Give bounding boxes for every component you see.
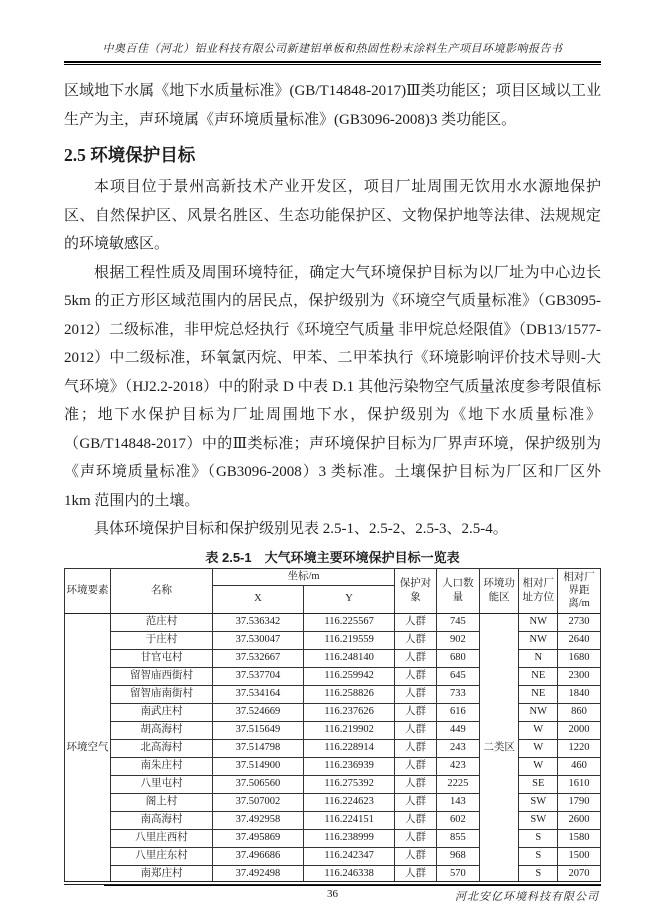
- coord-y-cell: 116.236939: [304, 757, 395, 775]
- env-element-cell: 环境空气: [65, 613, 111, 883]
- distance-cell: 2070: [558, 865, 601, 883]
- village-name-cell: 八里屯村: [111, 775, 213, 793]
- header-coord-y: Y: [304, 585, 395, 613]
- direction-cell: S: [519, 865, 558, 883]
- distance-cell: 1680: [558, 649, 601, 667]
- village-name-cell: 南郑庄村: [111, 865, 213, 883]
- coord-y-cell: 116.237626: [304, 703, 395, 721]
- coord-y-cell: 116.224151: [304, 811, 395, 829]
- header-direction: 相对厂址方位: [519, 568, 558, 613]
- direction-cell: N: [519, 649, 558, 667]
- table-row: [65, 685, 601, 703]
- air-table-body: [65, 613, 601, 883]
- page-footer: [64, 885, 601, 906]
- distance-cell: 2000: [558, 721, 601, 739]
- env-zone-cell: 二类区: [479, 613, 519, 883]
- direction-cell: W: [519, 739, 558, 757]
- village-name-cell: 胡高海村: [111, 721, 213, 739]
- report-header-title: 中奥百佳（河北）铝业科技有限公司新建铝单板和热固性粉末涂料生产项目环境影响报告书: [102, 43, 563, 55]
- protect-object-cell: 人群: [395, 739, 437, 757]
- protect-object-cell: 人群: [395, 649, 437, 667]
- protect-object-cell: 人群: [395, 811, 437, 829]
- distance-cell: 460: [558, 757, 601, 775]
- coord-y-cell: 116.246338: [304, 865, 395, 883]
- protect-object-cell: 人群: [395, 667, 437, 685]
- direction-cell: S: [519, 847, 558, 865]
- distance-cell: 2730: [558, 613, 601, 631]
- population-cell: 423: [436, 757, 479, 775]
- table-row: [65, 613, 601, 631]
- header-distance: 相对厂界距离/m: [558, 568, 601, 613]
- paragraph-table-reference: 具体环境保护目标和保护级别见表 2.5-1、2.5-2、2.5-3、2.5-4。: [94, 521, 508, 537]
- village-name-cell: 范庄村: [111, 613, 213, 631]
- distance-cell: 1840: [558, 685, 601, 703]
- header-population: 人口数量: [436, 568, 479, 613]
- protect-object-cell: 人群: [395, 847, 437, 865]
- coord-x-cell: 37.534164: [212, 685, 303, 703]
- coord-x-cell: 37.532667: [212, 649, 303, 667]
- population-cell: 680: [436, 649, 479, 667]
- protect-object-cell: 人群: [395, 685, 437, 703]
- population-cell: 645: [436, 667, 479, 685]
- distance-cell: 1580: [558, 829, 601, 847]
- village-name-cell: 留智庙南街村: [111, 685, 213, 703]
- paragraph-project-location: 本项目位于景州高新技术产业开发区，项目厂址周围无饮用水水源地保护区、自然保护区、风景名胜区、生态功能保护区、文物保护地等法律、法规规定的环境敏感区。: [64, 179, 601, 252]
- distance-cell: 2300: [558, 667, 601, 685]
- coord-y-cell: 116.219902: [304, 721, 395, 739]
- distance-cell: 860: [558, 703, 601, 721]
- section-heading-2-5: 2.5 环境保护目标: [64, 145, 196, 165]
- population-cell: 2225: [436, 775, 479, 793]
- table-row: [65, 811, 601, 829]
- coord-y-cell: 116.248140: [304, 649, 395, 667]
- table-row: [65, 865, 601, 883]
- village-name-cell: 于庄村: [111, 631, 213, 649]
- population-cell: 616: [436, 703, 479, 721]
- coord-x-cell: 37.530047: [212, 631, 303, 649]
- table-row: [65, 739, 601, 757]
- coord-y-cell: 116.228914: [304, 739, 395, 757]
- protect-object-cell: 人群: [395, 721, 437, 739]
- table-caption: 表 2.5-1 大气环境主要环境保护目标一览表: [205, 549, 460, 565]
- village-name-cell: 南武庄村: [111, 703, 213, 721]
- direction-cell: NW: [519, 703, 558, 721]
- direction-cell: W: [519, 721, 558, 739]
- header-coords: 坐标/m: [212, 568, 394, 585]
- table-row: [65, 757, 601, 775]
- direction-cell: NW: [519, 631, 558, 649]
- air-protection-targets-table: [64, 568, 601, 886]
- direction-cell: NE: [519, 667, 558, 685]
- protect-object-cell: 人群: [395, 757, 437, 775]
- distance-cell: 2640: [558, 631, 601, 649]
- coord-y-cell: 116.258826: [304, 685, 395, 703]
- coord-y-cell: 116.219559: [304, 631, 395, 649]
- header-env-zone: 环境功能区: [479, 568, 519, 613]
- coord-x-cell: 37.514900: [212, 757, 303, 775]
- header-env-element: 环境要素: [65, 568, 111, 613]
- coord-x-cell: 37.537704: [212, 667, 303, 685]
- coord-x-cell: 37.506560: [212, 775, 303, 793]
- table-row: [65, 829, 601, 847]
- coord-y-cell: 116.259942: [304, 667, 395, 685]
- table-row: [65, 721, 601, 739]
- distance-cell: 1610: [558, 775, 601, 793]
- table-row: [65, 703, 601, 721]
- coord-x-cell: 37.507002: [212, 793, 303, 811]
- village-name-cell: 南朱庄村: [111, 757, 213, 775]
- population-cell: 570: [436, 865, 479, 883]
- village-name-cell: 甘官屯村: [111, 649, 213, 667]
- footer-company-name: 河北安亿环境科技有限公司: [455, 891, 599, 903]
- page-number: 36: [327, 888, 338, 900]
- village-name-cell: 北高海村: [111, 739, 213, 757]
- coord-y-cell: 116.224623: [304, 793, 395, 811]
- protect-object-cell: 人群: [395, 775, 437, 793]
- coord-x-cell: 37.496686: [212, 847, 303, 865]
- footer-line: [64, 888, 601, 906]
- direction-cell: SW: [519, 793, 558, 811]
- distance-cell: 1500: [558, 847, 601, 865]
- population-cell: 449: [436, 721, 479, 739]
- page-header: [64, 40, 601, 65]
- coord-y-cell: 116.225567: [304, 613, 395, 631]
- distance-cell: 1790: [558, 793, 601, 811]
- population-cell: 602: [436, 811, 479, 829]
- coord-x-cell: 37.536342: [212, 613, 303, 631]
- table-row: [65, 793, 601, 811]
- direction-cell: NE: [519, 685, 558, 703]
- protect-object-cell: 人群: [395, 631, 437, 649]
- header-name: 名称: [111, 568, 213, 613]
- coord-x-cell: 37.524669: [212, 703, 303, 721]
- village-name-cell: 留智庙西街村: [111, 667, 213, 685]
- paragraph-protection-targets: 根据工程性质及周围环境特征，确定大气环境保护目标为以厂址为中心边长 5km 的正方形区域范围内的居民点，保护级别为《环境空气质量标准》（GB3095-2012）二级标准，非甲烷总烃执行《环境空气质量 非甲烷总烃限值》（DB13/1577-2012）中二级标准，环氧氯丙烷、甲苯、二甲苯执行《环境影响评价技术导则-大气环境》（HJ2.2-2018）中的附录 D 中表 D.1 其他污染物空气质量浓度参考限值标准；地下水保护目标为厂址周围地下水，保护级别为《地下水质量标准》（GB/T14848-2017）中的Ⅲ类标准；声环境保护目标为厂界声环境，保护级别为《声环境质量标准》（GB3096-2008）3 类标准。土壤保护目标为厂区和厂区外 1km 范围内的土壤。: [64, 264, 601, 509]
- protect-object-cell: 人群: [395, 829, 437, 847]
- population-cell: 902: [436, 631, 479, 649]
- protect-object-cell: 人群: [395, 613, 437, 631]
- coord-x-cell: 37.495869: [212, 829, 303, 847]
- direction-cell: NW: [519, 613, 558, 631]
- village-name-cell: 八里庄西村: [111, 829, 213, 847]
- direction-cell: W: [519, 757, 558, 775]
- table-row: [65, 631, 601, 649]
- header-coord-x: X: [212, 585, 303, 613]
- direction-cell: SE: [519, 775, 558, 793]
- coord-x-cell: 37.492498: [212, 865, 303, 883]
- header-divider: [64, 61, 601, 65]
- population-cell: 243: [436, 739, 479, 757]
- population-cell: 855: [436, 829, 479, 847]
- distance-cell: 2600: [558, 811, 601, 829]
- footer-divider: [104, 885, 601, 886]
- coord-y-cell: 116.275392: [304, 775, 395, 793]
- coord-y-cell: 116.238999: [304, 829, 395, 847]
- coord-y-cell: 116.242347: [304, 847, 395, 865]
- table-row: [65, 667, 601, 685]
- table-header: [65, 568, 601, 613]
- village-name-cell: 八里庄东村: [111, 847, 213, 865]
- distance-cell: 1220: [558, 739, 601, 757]
- header-protect-object: 保护对象: [395, 568, 437, 613]
- direction-cell: SW: [519, 811, 558, 829]
- document-body: [64, 77, 601, 885]
- coord-x-cell: 37.514798: [212, 739, 303, 757]
- direction-cell: S: [519, 829, 558, 847]
- protect-object-cell: 人群: [395, 793, 437, 811]
- population-cell: 143: [436, 793, 479, 811]
- population-cell: 733: [436, 685, 479, 703]
- coord-x-cell: 37.515649: [212, 721, 303, 739]
- paragraph-groundwater-zone: 区域地下水属《地下水质量标准》(GB/T14848-2017)Ⅲ类功能区；项目区域以工业生产为主，声环境属《声环境质量标准》(GB3096-2008)3 类功能区。: [64, 83, 601, 128]
- protect-object-cell: 人群: [395, 865, 437, 883]
- protect-object-cell: 人群: [395, 703, 437, 721]
- population-cell: 745: [436, 613, 479, 631]
- table-row: [65, 847, 601, 865]
- table-row: [65, 649, 601, 667]
- village-name-cell: 南高海村: [111, 811, 213, 829]
- population-cell: 968: [436, 847, 479, 865]
- village-name-cell: 阁上村: [111, 793, 213, 811]
- table-row: [65, 775, 601, 793]
- coord-x-cell: 37.492958: [212, 811, 303, 829]
